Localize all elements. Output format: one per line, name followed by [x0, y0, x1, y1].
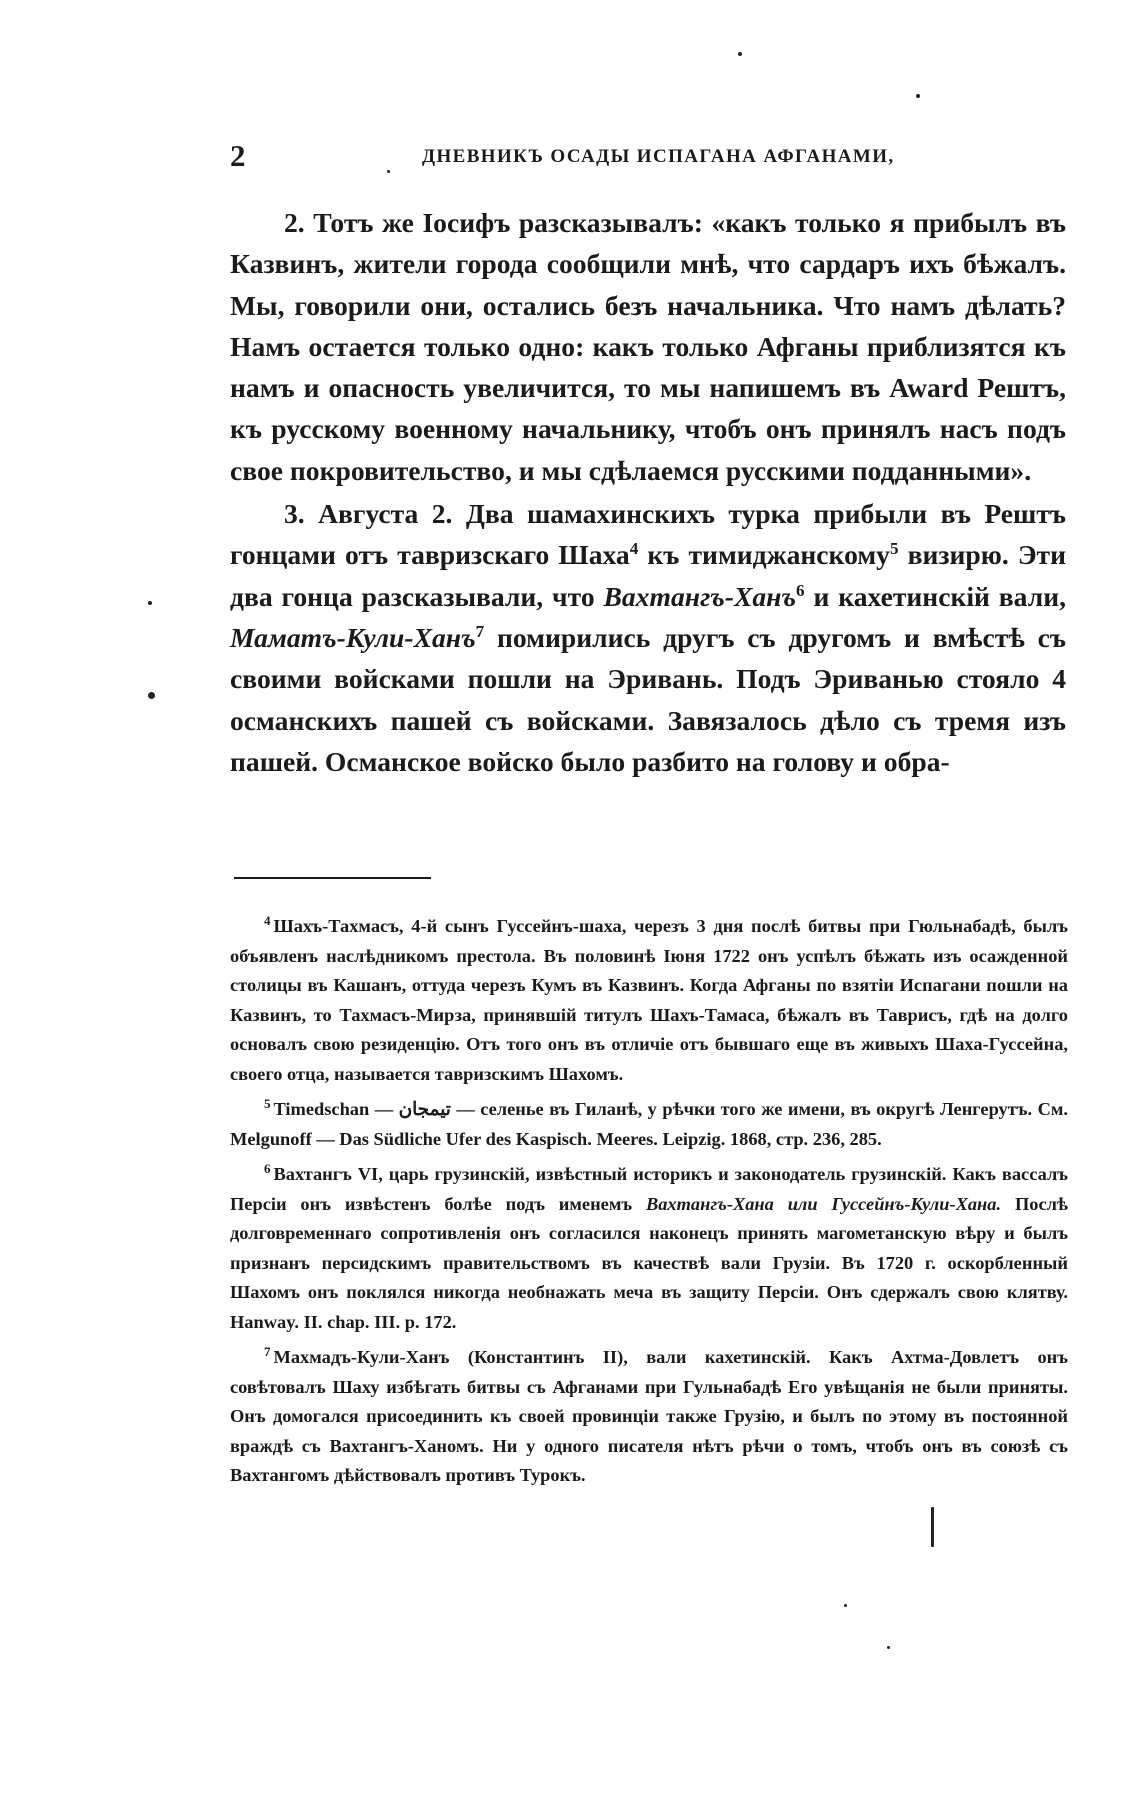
footnote-6: $^6$ Вахтангъ VI, царь грузинскій, извѣстный историкъ и законодатель грузинскій. Какъ вассалъ Персіи онъ извѣстенъ болѣе подъ именемъ Вахтангъ-Хана или Гуссейнъ-Кули-Хана. Послѣ долговременнаго сопротивленія онъ согласился наконецъ принять магометанскую вѣру и былъ признанъ персидскимъ правительствомъ въ качествѣ вали Грузіи. Въ 1720 г. оскорбленный Шахомъ онъ поклялся никогда необнажать меча въ защиту Персіи. Онъ сдержалъ свою клятву. Hanway. II. chap. III. p. 172.	[230, 1160, 1068, 1332]
main-text	[230, 202, 1066, 782]
ink-speck	[931, 1507, 934, 1547]
footnote-4: $^4$ Шахъ-Тахмасъ, 4-й сынъ Гуссейнъ-шаха, черезъ 3 дня послѣ битвы при Гюльнабадѣ, былъ объявленъ наслѣдникомъ престола. Въ половинѣ Іюня 1722 онъ успѣлъ бѣжать изъ осажденной столицы въ Кашанъ, оттуда черезъ Кумъ въ Казвинъ. Когда Афганы по взятіи Испагани пошли на Казвинъ, то Тахмасъ-Мирза, принявшій титулъ Шахъ-Тамаса, бѣжалъ въ Таврисъ, гдѣ на долго основалъ свою резиденцію. Отъ того онъ въ отличіе отъ бывшаго еще въ живыхъ Шаха-Гуссейна, своего отца, называется тавризскимъ Шахомъ.	[230, 912, 1068, 1084]
running-title: ДНЕВНИКЪ ОСАДЫ ИСПАГАНА АФГАНАМИ,	[422, 146, 895, 167]
footnote-ref-4: 4	[629, 539, 639, 559]
footnotes	[230, 912, 1068, 1491]
ink-speck	[887, 1646, 890, 1649]
name-vakhtang-khan: Вахтангъ-Ханъ	[603, 580, 797, 612]
footnote-mark: 7	[264, 1343, 271, 1359]
paragraph-2: 2. Тотъ же Іосифъ разсказывалъ: «какъ только я прибылъ въ Казвинъ, жители города сообщили мнѣ, что сардаръ ихъ бѣжалъ. Мы, говорили они, остались безъ начальника. Что намъ дѣлать? Намъ остается только одно: какъ только Афганы приблизятся къ намъ и опасность увеличится, то мы напишемъ въ Award Рештъ, къ русскому военному начальнику, чтобъ онъ принялъ насъ подъ свое покровительство, и мы сдѣлаемся русскими подданными».	[230, 207, 1066, 486]
ink-speck	[148, 601, 152, 605]
footnote-mark: 5	[264, 1095, 271, 1111]
ink-speck	[148, 692, 155, 699]
arabic-place-name: تيمجان	[398, 1099, 451, 1119]
name-mamat-kuli-khan: Маматъ-Кули-Ханъ	[230, 621, 476, 653]
footnote-mark: 6	[264, 1160, 271, 1176]
ink-speck	[738, 52, 742, 56]
footnote-separator	[234, 877, 431, 879]
footnote-mark: 4	[264, 912, 271, 928]
page-header	[230, 138, 1070, 178]
page-number: 2	[230, 138, 246, 173]
footnote-ref-7: 7	[475, 621, 485, 641]
footnote-ref-5: 5	[889, 539, 899, 559]
footnote-5: $^5$ Timedschan — تيمجان — селенье въ Гиланѣ, у рѣчки того же имени, въ округѣ Ленгерутъ. См. Melgunoff — Das Südliche Ufer des Kaspisch. Meeres. Leipzig. 1868, стр. 236, 285.	[230, 1095, 1068, 1149]
footnote-ref-6: 6	[796, 580, 805, 600]
footnote-7: $^7$ Махмадъ-Кули-Ханъ (Константинъ II), вали кахетинскій. Какъ Ахтма-Довлетъ онъ совѣтовалъ Шаху избѣгать битвы съ Афганами при Гульнабадѣ Его увѣщанія не были приняты. Онъ домогался присоединить къ своей провинціи также Грузію, и былъ по этому въ постоянной враждѣ съ Вахтангъ-Ханомъ. Ни у одного писателя нѣтъ рѣчи о томъ, чтобъ онъ въ союзѣ съ Вахтангомъ дѣйствовалъ противъ Турокъ.	[230, 1343, 1068, 1485]
ink-speck	[844, 1604, 847, 1607]
paragraph-3: 3. Августа 2. Два шамахинскихъ турка прибыли въ Рештъ гонцами отъ тавризскаго Шаха$^4$ къ тимиджанскому$^5$ визирю. Эти два гонца разсказывали, что Вахтангъ-Ханъ$^6$ и кахетинскій вали, Маматъ-Кули-Ханъ$^7$ помирились другъ съ другомъ и вмѣстѣ съ своими войсками пошли на Эривань. Подъ Эриванью стояло 4 османскихъ пашей съ войсками. Завязалось дѣло съ тремя изъ пашей. Османское войско было разбито на голову и обра-	[230, 498, 1067, 777]
ink-speck	[916, 94, 920, 98]
